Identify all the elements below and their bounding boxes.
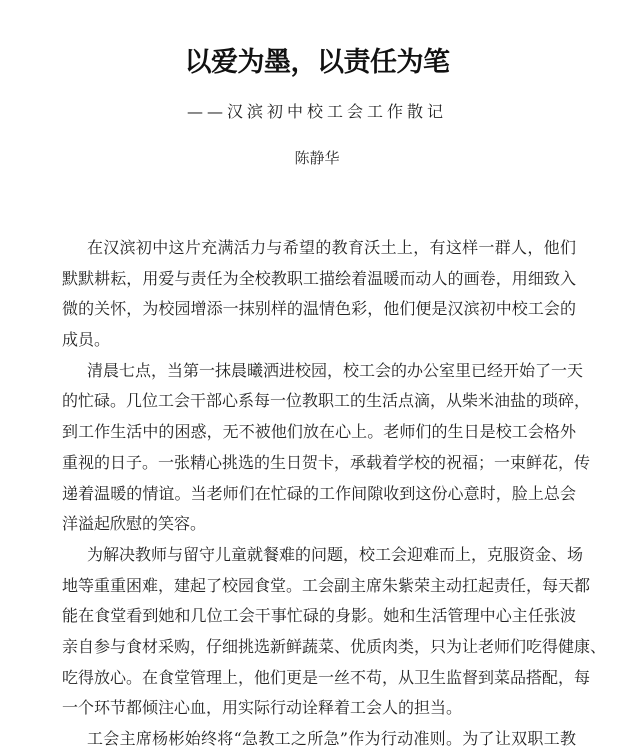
paragraph-line: 吃得放心。在食堂管理上，他们更是一丝不苟，从卫生监督到菜品搭配，每 — [62, 667, 591, 687]
paragraph-line: 能在食堂看到她和几位工会干事忙碌的身影。她和生活管理中心主任张波 — [62, 606, 576, 626]
paragraph-line: 地等重重困难，建起了校园食堂。工会副主席朱紫荣主动扛起责任，每天都 — [62, 575, 591, 595]
paragraph-line: 工会主席杨彬始终将“急教工之所急”作为行动准则。为了让双职工教 — [87, 729, 576, 748]
paragraph-line: 在汉滨初中这片充满活力与希望的教育沃土上，有这样一群人，他们 — [87, 238, 576, 257]
paragraph-line: 重视的日子。一张精心挑选的生日贺卡，承载着学校的祝福；一束鲜花，传 — [62, 452, 591, 472]
paragraph-line: 为解决教师与留守儿童就餐难的问题，校工会迎难而上，克服资金、场 — [87, 544, 584, 564]
paragraph-line: 洋溢起欣慰的笑容。 — [62, 514, 207, 534]
paragraph-line: 清晨七点，当第一抹晨曦洒进校园，校工会的办公室里已经开始了一天 — [87, 360, 584, 380]
paragraph-line: 微的关怀，为校园增添一抹别样的温情色彩，他们便是汉滨初中校工会的 — [62, 299, 576, 319]
article-body — [62, 233, 607, 755]
paragraph-line: 一个环节都倾注心血，用实际行动诠释着工会人的担当。 — [62, 698, 463, 718]
paragraph-line: 亲自参与食材采购，仔细挑选新鲜蔬菜、优质肉类，只为让老师们吃得健康、 — [62, 636, 607, 656]
article-subtitle: ——汉滨初中校工会工作散记 — [186, 102, 447, 121]
paragraph-line: 的忙碌。几位工会干部心系每一位教职工的生活点滴，从柴米油盐的琐碎， — [62, 391, 591, 411]
article-title: 以爱为墨，以责任为笔 — [184, 47, 450, 78]
paragraph-line: 到工作生活中的困惑，无不被他们放在心上。老师们的生日是校工会格外 — [62, 422, 576, 442]
paragraph-line: 递着温暖的情谊。当老师们在忙碌的工作间隙收到这份心意时，脸上总会 — [62, 483, 576, 503]
paragraph-line: 默默耕耘，用爱与责任为全校教职工描绘着温暖而动人的画卷，用细致入 — [62, 268, 576, 288]
paragraph-line: 成员。 — [62, 330, 111, 350]
article-author: 陈静华 — [294, 149, 340, 167]
